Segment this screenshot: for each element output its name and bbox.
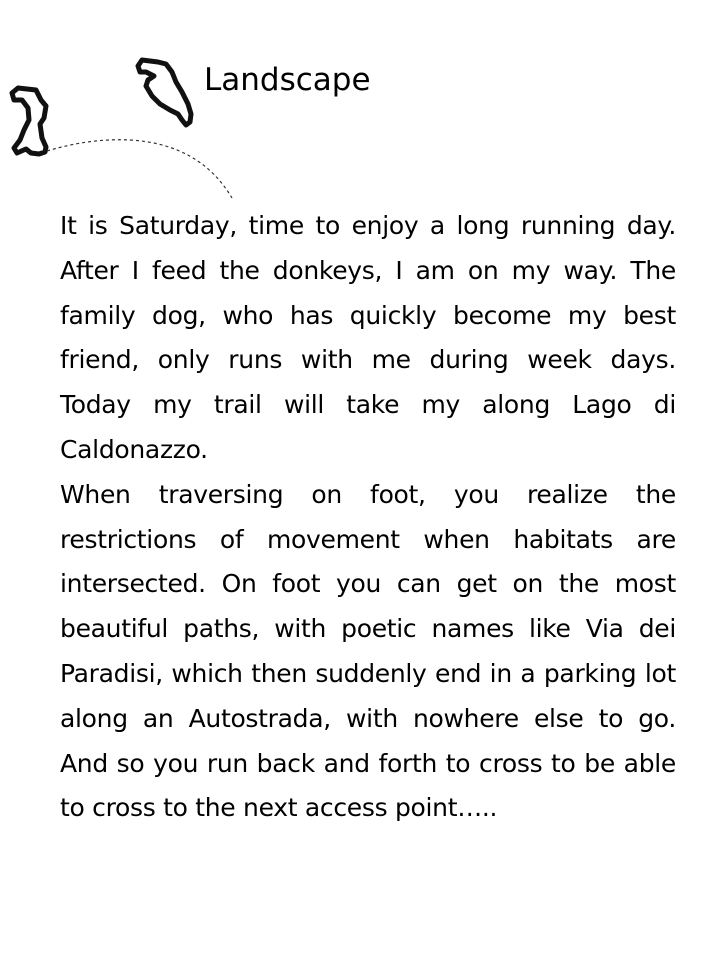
footprint-icon bbox=[138, 60, 191, 125]
body-text bbox=[60, 204, 676, 831]
decoration-layer bbox=[0, 0, 720, 220]
page-title: Landscape bbox=[204, 62, 371, 98]
footprint-icon bbox=[12, 88, 46, 154]
paragraph: When traversing on foot, you realize the restrictions of movement when habitats are intersected. On foot you can get on the most beautiful paths, with poetic names like Via dei Paradisi, which then suddenly end in a parking lot along an Autostrada, with nowhere else to go. And so you run back and forth to cross to be able to cross to the next access point….. bbox=[60, 479, 676, 823]
dashed-trail-line bbox=[47, 140, 232, 198]
paragraph: It is Saturday, time to enjoy a long running day. After I feed the donkeys, I am on my way. The family dog, who has quickly become my best friend, only runs with me during week days. Today my trail will take my along Lago di Caldonazzo. bbox=[60, 211, 676, 464]
